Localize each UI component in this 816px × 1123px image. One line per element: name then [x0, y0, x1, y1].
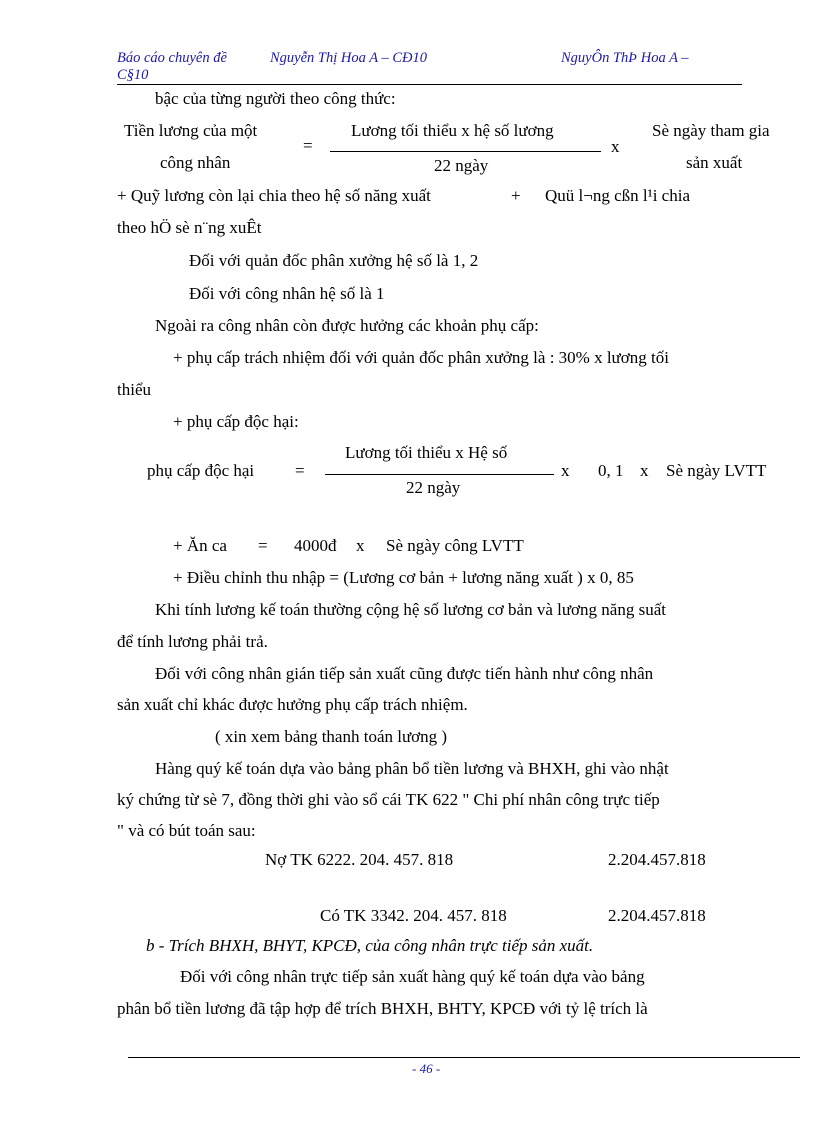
fraction-bar: [330, 151, 601, 152]
formula-right: sản xuất: [686, 153, 743, 172]
text-plus: +: [511, 186, 521, 205]
formula-right: Sè ngày tham gia: [652, 121, 770, 140]
formula-right: Sè ngày LVTT: [666, 461, 767, 480]
text-line: Ngoài ra công nhân còn được hưởng các khoản phụ cấp:: [155, 316, 539, 335]
header-left: Báo cáo chuyên đề: [117, 50, 227, 66]
text-value: 4000đ: [294, 536, 337, 555]
formula-denominator: 22 ngày: [434, 156, 489, 175]
text-line: Quü l¬ng cßn l¹i chia: [545, 186, 690, 205]
text-line: Đối với công nhân gián tiếp sản xuất cũng được tiến hành như công nhân: [155, 664, 654, 683]
text-equals: =: [258, 536, 268, 555]
formula-coefficient: 0, 1: [598, 461, 624, 480]
text-line: phân bổ tiền lương đã tập hợp để trích BHXH, BHTY, KPCĐ với tỷ lệ trích là: [117, 999, 648, 1018]
formula-equals: =: [303, 136, 313, 155]
formula-numerator: Lương tối thiểu x hệ số lương: [351, 121, 554, 140]
text-line: theo hÖ sè n¨ng xuÊt: [117, 218, 262, 237]
text-line: Đối với công nhân hệ số là 1: [189, 284, 385, 303]
text-line: Khi tính lương kế toán thường cộng hệ số lương cơ bản và lương năng suất: [155, 600, 666, 619]
page-number: - 46 -: [412, 1061, 441, 1076]
journal-debit-amount: 2.204.457.818: [608, 850, 706, 869]
text-line: sản xuất chỉ khác được hưởng phụ cấp trách nhiệm.: [117, 695, 468, 714]
text-line: ( xin xem bảng thanh toán lương ): [215, 727, 448, 746]
formula-left: Tiền lương của một: [124, 121, 258, 140]
text-line: Sè ngày công LVTT: [386, 536, 524, 555]
formula-times: x: [611, 137, 620, 156]
header-right: NguyÔn ThÞ Hoa A –: [561, 50, 689, 66]
formula-equals: =: [295, 461, 305, 480]
text-line: + Điều chỉnh thu nhập = (Lương cơ bản + lương năng xuất ) x 0, 85: [173, 568, 634, 587]
text-line: Đối với công nhân trực tiếp sản xuất hàng quý kế toán dựa vào bảng: [180, 967, 645, 986]
formula-numerator: Lương tối thiểu x Hệ số: [345, 443, 508, 462]
text-line: + phụ cấp trách nhiệm đối với quản đốc phân xưởng là : 30% x lương tối: [173, 348, 669, 367]
formula-denominator: 22 ngày: [406, 478, 461, 497]
formula-left: công nhân: [160, 153, 231, 172]
text-line: thiểu: [117, 380, 151, 399]
formula-left: phụ cấp độc hại: [147, 461, 255, 480]
formula-times: x: [561, 461, 570, 480]
text-line: bậc của từng người theo công thức:: [155, 89, 396, 108]
text-line: ký chứng từ sè 7, đồng thời ghi vào sổ cái TK 622 " Chi phí nhân công trực tiếp: [117, 790, 660, 809]
journal-credit-label: Có TK 3342. 204. 457. 818: [320, 906, 507, 925]
text-line: + phụ cấp độc hại:: [173, 412, 299, 431]
header-rule: [117, 84, 742, 85]
text-line: Hàng quý kế toán dựa vào bảng phân bổ tiền lương và BHXH, ghi vào nhật: [155, 759, 669, 778]
text-line: " và có bút toán sau:: [117, 821, 256, 840]
header-wrap: C§10: [117, 67, 149, 83]
footer-rule: [128, 1057, 800, 1058]
text-line: để tính lương phải trả.: [117, 632, 268, 651]
text-line: + Quỹ lương còn lại chia theo hệ số năng xuất: [117, 186, 431, 205]
text-times: x: [356, 536, 365, 555]
fraction-bar: [325, 474, 554, 475]
formula-times: x: [640, 461, 649, 480]
section-heading: b - Trích BHXH, BHYT, KPCĐ, của công nhân trực tiếp sản xuất.: [146, 936, 594, 955]
text-line: Đối với quản đốc phân xưởng hệ số là 1, 2: [189, 251, 479, 270]
header-center: Nguyễn Thị Hoa A – CĐ10: [270, 50, 427, 66]
text-line: + Ăn ca: [173, 536, 227, 555]
journal-credit-amount: 2.204.457.818: [608, 906, 706, 925]
journal-debit-label: Nợ TK 6222. 204. 457. 818: [265, 850, 454, 869]
